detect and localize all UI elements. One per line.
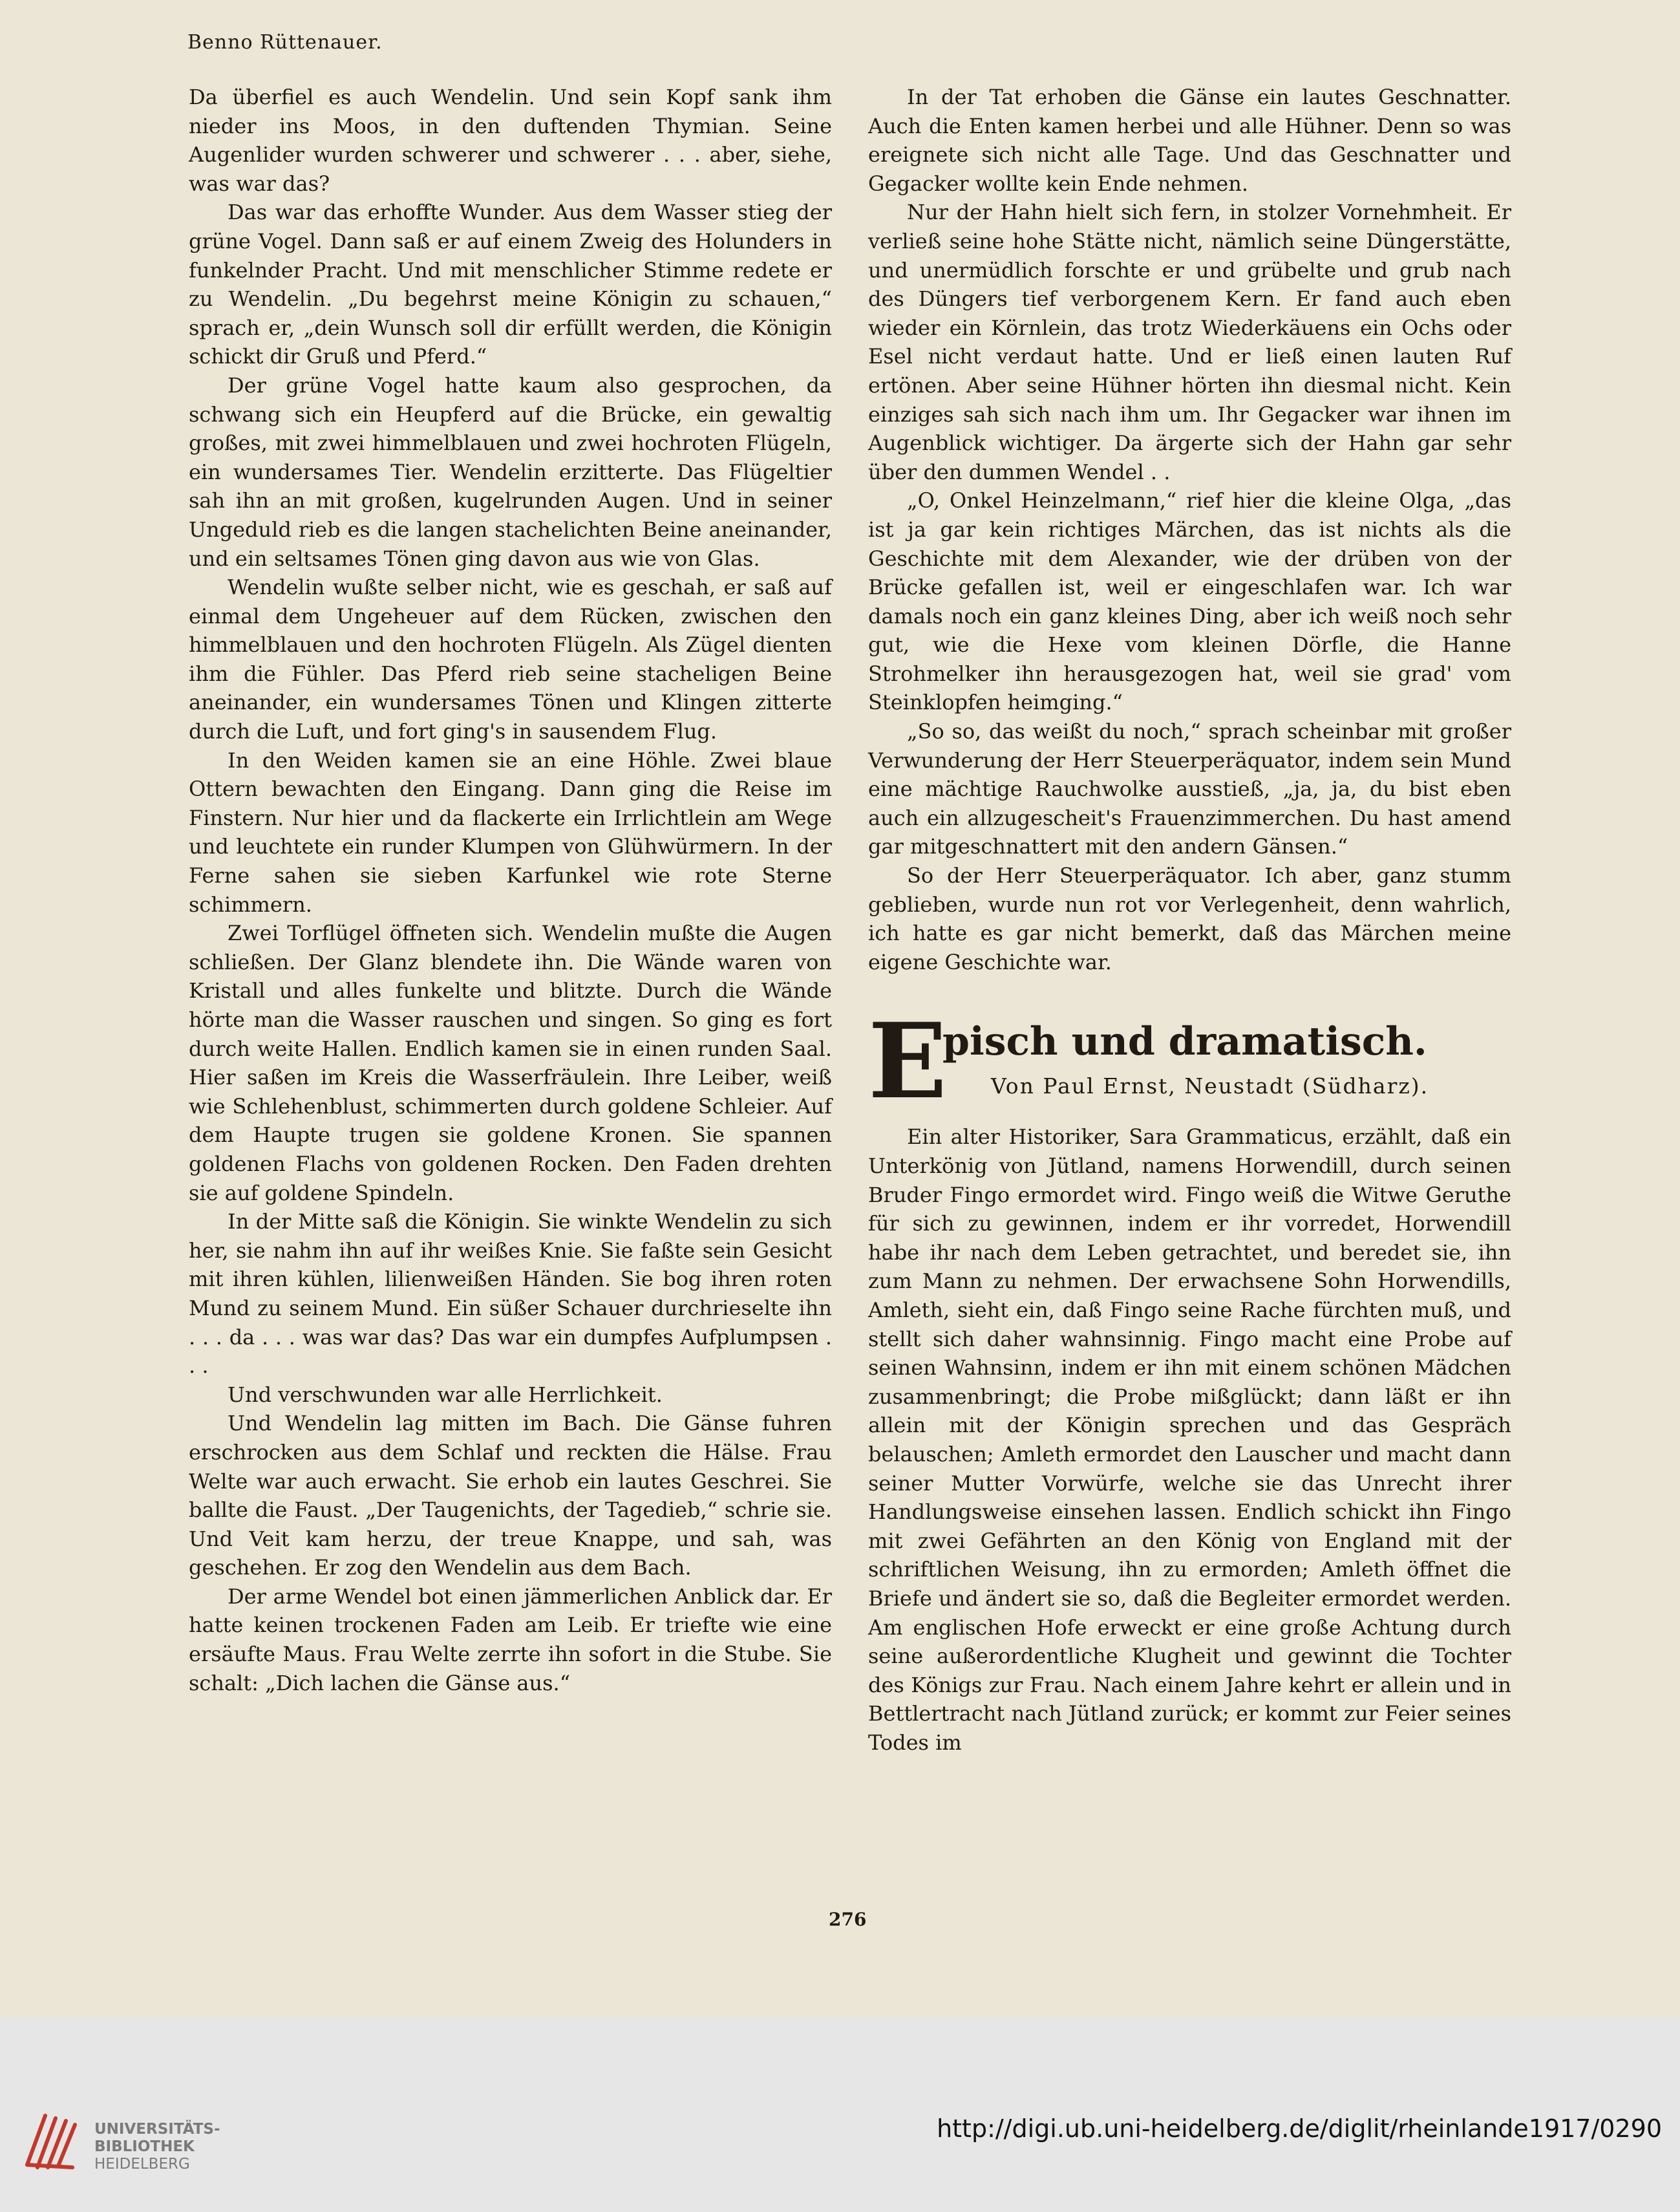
library-name-line: UNIVERSITÄTS- — [94, 2121, 220, 2138]
paragraph: Der grüne Vogel hatte kaum also gesprochen, da schwang sich ein Heupferd auf die Brücke, ein gewaltig großes, mit zwei himmelblauen und zwei hochroten Flügeln, ein wundersames Tier. Wendelin erzitterte. Das Flügeltier sah ihn an mit großen, kugelrunden Augen. Und in seiner Ungeduld rieb es die langen stachelichten Beine aneinander, und ein seltsames Tönen ging davon aus wie von Glas. — [189, 372, 832, 571]
library-name — [94, 2121, 220, 2173]
paragraph: „O, Onkel Heinzelmann,“ rief hier die kleine Olga, „das ist ja gar kein richtiges Märchen, das ist nichts als die Geschichte mit dem Alexander, wie der drüben von der Brücke gefallen ist, weil er eingeschlafen war. Ich war damals noch ein ganz kleines Ding, aber ich weiß noch sehr gut, wie die Hexe vom kleinen Dörfle, die Hanne Strohmelker ihn herausgezogen hat, weil sie grad' vom Steinklopfen heimging.“ — [868, 488, 1511, 715]
paragraph: Das war das erhoffte Wunder. Aus dem Wasser stieg der grüne Vogel. Dann saß er auf einem Zweig des Holunders in funkelnder Pracht. Und mit menschlicher Stimme redete er zu Wendelin. „Du begehrst meine Königin zu schauen,“ sprach er, „dein Wunsch soll dir erfüllt werden, die Königin schickt dir Gruß und Pferd.“ — [189, 200, 832, 369]
library-logo-icon — [21, 2108, 83, 2173]
paragraph: „So so, das weißt du noch,“ sprach scheinbar mit großer Verwunderung der Herr Steuerperäquator, indem sein Mund eine mächtige Rauchwolke ausstieß, „ja, ja, du bist eben auch ein allzugescheit's Frauenzimmerchen. Du hast amend gar mitgeschnattert mit den andern Gänsen.“ — [868, 719, 1511, 859]
footer-bar — [0, 2017, 1680, 2212]
paragraph: In der Mitte saß die Königin. Sie winkte Wendelin zu sich her, sie nahm ihn auf ihr weißes Knie. Sie faßte sein Gesicht mit ihren kühlen, lilienweißen Händen. Sie bog ihren roten Mund zu seinem Mund. Ein süßer Schauer durchrieselte ihn . . . da . . . was war das? Das war ein dumpfes Aufplumpsen . . . — [189, 1209, 832, 1379]
drop-initial: E — [868, 1000, 947, 1122]
paragraph: In den Weiden kamen sie an eine Höhle. Zwei blaue Ottern bewachten den Eingang. Dann ging die Reise im Finstern. Nur hier und da flackerte ein Irrlichtlein am Wege und leuchtete ein runder Klumpen von Glühwürmern. In der Ferne sahen sie sieben Karfunkel wie rote Sterne schimmern. — [189, 747, 832, 917]
right-column — [868, 83, 1511, 1757]
article-heading — [868, 1000, 1511, 1122]
library-name-line: BIBLIOTHEK — [94, 2138, 195, 2155]
paragraph: Zwei Torflügel öffneten sich. Wendelin mußte die Augen schließen. Der Glanz blendete ihn. Die Wände waren von Kristall und alles funkelte und blitzte. Durch die Wände hörte man die Wasser rauschen und singen. So ging es fort durch weite Hallen. Endlich kamen sie in einen runden Saal. Hier saßen im Kreis die Wasserfräulein. Ihre Leiber, weiß wie Schlehenblust, schimmerten durch goldene Schleier. Auf dem Haupte trugen sie goldene Kronen. Sie spannen goldenen Flachs von goldenen Rocken. Den Faden drehten sie auf goldene Spindeln. — [189, 921, 832, 1205]
paragraph: Ein alter Historiker, Sara Grammaticus, erzählt, daß ein Unterkönig von Jütland, namens Horwendill, durch seinen Bruder Fingo ermordet wird. Fingo weiß die Witwe Geruthe für sich zu gewinnen, indem er ihr vorredet, Horwendill habe ihr nach dem Leben getrachtet, und beredet sie, ihn zum Mann zu nehmen. Der erwachsene Sohn Horwendills, Amleth, sieht ein, daß Fingo seine Rache fürchten muß, und stellt sich daher wahnsinnig. Fingo macht eine Probe auf seinen Wahnsinn, indem er ihn mit einem schönen Mädchen zusammenbringt; die Probe mißglückt; dann läßt er ihn allein mit der Königin sprechen und das Gespräch belauschen; Amleth ermordet den Lauscher und macht dann seiner Mutter Vorwürfe, welche sie das Unrecht ihrer Handlungsweise einsehen lassen. Endlich schickt ihn Fingo mit zwei Gefährten an den König von England mit der schriftlichen Weisung, ihn zu ermorden; Amleth öffnet die Briefe und ändert sie so, daß die Begleiter ermordet werden. Am englischen Hofe erweckt er eine große Achtung durch seine außerordentliche Klugheit und gewinnt die Tochter des Königs zur Frau. Nach einem Jahre kehrt er allein und in Bettlertracht nach Jütland zurück; er kommt zur Feier seines Todes im — [868, 1124, 1511, 1755]
paragraph: Da überfiel es auch Wendelin. Und sein Kopf sank ihm nieder ins Moos, in den duftenden Thymian. Seine Augenlider wurden schwerer und schwerer . . . aber, siehe, was war das? — [189, 85, 832, 196]
source-url-link[interactable]: http://digi.ub.uni-heidelberg.de/diglit/rheinlande1917/0290 — [937, 2114, 1662, 2143]
article-byline: Von Paul Ernst, Neustadt (Südharz). — [991, 1073, 1429, 1099]
paragraph: Und Wendelin lag mitten im Bach. Die Gänse fuhren erschrocken aus dem Schlaf und reckten die Hälse. Frau Welte war auch erwacht. Sie erhob ein lautes Geschrei. Sie ballte die Faust. „Der Taugenichts, der Tagedieb,“ schrie sie. Und Veit kam herzu, der treue Knappe, und sah, was geschehen. Er zog den Wendelin aus dem Bach. — [189, 1411, 832, 1580]
article-title: pisch und dramatisch. — [942, 1019, 1427, 1065]
paragraph: Und verschwunden war alle Herrlichkeit. — [228, 1382, 663, 1407]
paragraph: So der Herr Steuerperäquator. Ich aber, ganz stumm geblieben, wurde nun rot vor Verlegenheit, denn wahrlich, ich hatte es gar nicht bemerkt, daß das Märchen meine eigene Geschichte war. — [868, 863, 1511, 974]
paragraph: Nur der Hahn hielt sich fern, in stolzer Vornehmheit. Er verließ seine hohe Stätte nicht, nämlich seine Düngerstätte, und unermüdlich forschte er und grübelte und grub nach des Düngers tief verborgenem Kern. Er fand auch eben wieder ein Körnlein, das trotz Wiederkäuens ein Ochs oder Esel nicht verdaut hatte. Und er ließ einen lauten Ruf ertönen. Aber seine Hühner hörten ihn diesmal nicht. Kein einziges sah sich nach ihm um. Ihr Gegacker war ihnen im Augenblick wichtiger. Da ärgerte sich der Hahn gar sehr über den dummen Wendel . . — [868, 200, 1511, 484]
page-number: 276 — [829, 1909, 867, 1930]
running-head: Benno Rüttenauer. — [187, 31, 383, 54]
paragraph: Wendelin wußte selber nicht, wie es geschah, er saß auf einmal dem Ungeheuer auf dem Rücken, zwischen den himmelblauen und den hochroten Flügeln. Als Zügel dienten ihm die Fühler. Das Pferd rieb seine stacheligen Beine aneinander, ein wundersames Tönen und Klingen zitterte durch die Luft, und fort ging's in sausendem Flug. — [189, 575, 832, 744]
left-column — [189, 83, 832, 1697]
paragraph: Der arme Wendel bot einen jämmerlichen Anblick dar. Er hatte keinen trockenen Faden am Leib. Er triefte wie eine ersäufte Maus. Frau Welte zerrte ihn sofort in die Stube. Sie schalt: „Dich lachen die Gänse aus.“ — [189, 1584, 832, 1695]
paragraph: In der Tat erhoben die Gänse ein lautes Geschnatter. Auch die Enten kamen herbei und alle Hühner. Denn so was ereignete sich nicht alle Tage. Und das Geschnatter und Gegacker wollte kein Ende nehmen. — [868, 85, 1511, 196]
library-name-line: HEIDELBERG — [94, 2156, 190, 2173]
